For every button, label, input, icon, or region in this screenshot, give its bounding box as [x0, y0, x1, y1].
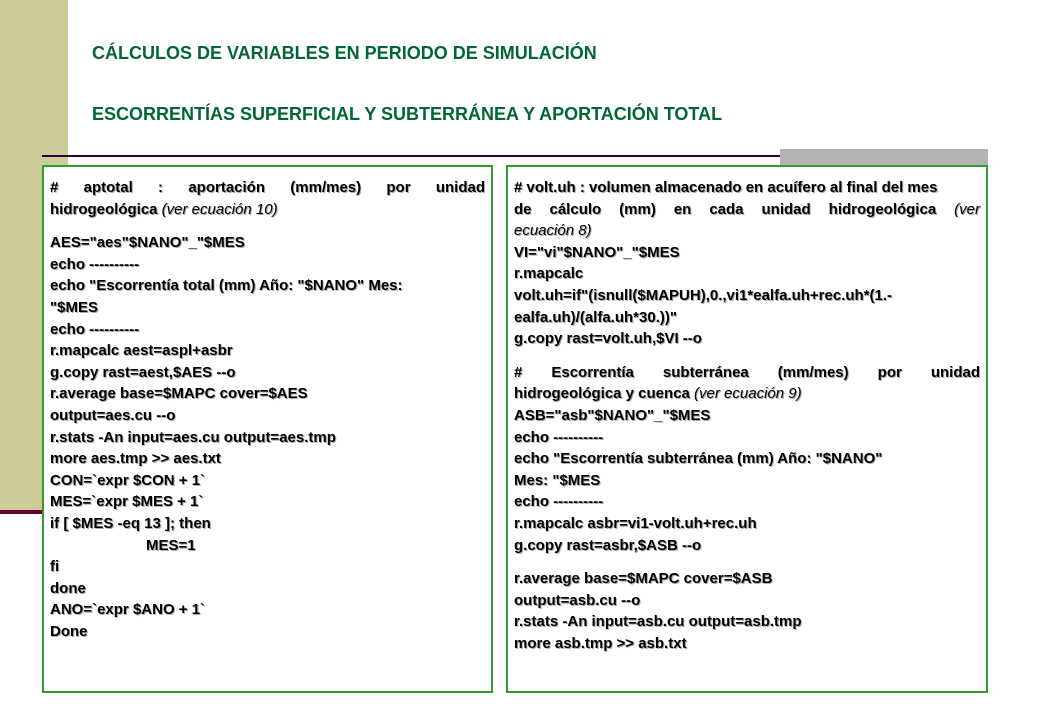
code-line: if [ $MES -eq 13 ]; then: [50, 514, 211, 532]
code-line: more aes.tmp >> aes.txt: [50, 450, 221, 468]
code-line: r.mapcalc aest=aspl+asbr: [50, 342, 233, 360]
code-line: r.average base=$MAPC cover=$AES: [50, 385, 308, 403]
comment-line: [514, 199, 980, 221]
code-line: echo ----------: [50, 320, 140, 338]
code-line: done: [50, 579, 86, 597]
code-line: CON=`expr $CON + 1`: [50, 471, 206, 489]
code-line: Mes: "$MES: [514, 471, 601, 489]
code-line: "$MES: [50, 298, 98, 316]
equation-ref: (ver ecuación 10): [157, 200, 278, 218]
equation-ref: (ver ecuación 9): [689, 385, 802, 403]
comment-text: hidrogeológica y cuenca: [514, 385, 690, 403]
code-line: r.stats -An input=asb.cu output=asb.tmp: [514, 613, 802, 631]
equation-ref: ecuación 8): [514, 222, 592, 240]
code-line: MES=`expr $MES + 1`: [50, 493, 204, 511]
code-line: g.copy rast=aest,$AES --o: [50, 363, 236, 381]
comment-line: [514, 383, 980, 405]
slide-title: CÁLCULOS DE VARIABLES EN PERIODO DE SIMULACIÓN: [92, 43, 597, 63]
code-line: output=aes.cu --o: [50, 406, 176, 424]
comment-line: # Escorrentía subterránea (mm/mes) por unidad: [514, 363, 980, 381]
code-line: echo ----------: [50, 255, 140, 273]
comment-text: hidrogeológica: [50, 200, 158, 218]
slide-subtitle: ESCORRENTÍAS SUPERFICIAL Y SUBTERRÁNEA Y APORTACIÓN TOTAL: [92, 104, 723, 124]
comment-line: # volt.uh : volumen almacenado en acuífero al final del mes: [514, 179, 938, 196]
code-line: echo "Escorrentía subterránea (mm) Año: "$NANO": [514, 450, 883, 468]
comment-line: [50, 199, 485, 221]
code-line: ealfa.uh)/(alfa.uh*30.))": [514, 308, 677, 326]
comment-text: de cálculo (mm) en cada unidad hidrogeológica: [514, 200, 937, 218]
code-line: ANO=`expr $ANO + 1`: [50, 601, 206, 619]
code-line: more asb.tmp >> asb.txt: [514, 634, 687, 652]
equation-ref: (ver: [936, 200, 980, 218]
code-line: r.mapcalc asbr=vi1-volt.uh+rec.uh: [514, 514, 757, 532]
code-line: g.copy rast=volt.uh,$VI --o: [514, 330, 702, 348]
code-line: echo "Escorrentía total (mm) Año: "$NANO" Mes:: [50, 277, 403, 295]
spacer: [50, 220, 485, 232]
comment-line: [514, 220, 980, 242]
code-line: AES="aes"$NANO"_"$MES: [50, 234, 245, 252]
code-line: g.copy rast=asbr,$ASB --o: [514, 536, 702, 554]
code-line: echo ----------: [514, 428, 604, 446]
code-line: echo ----------: [514, 493, 604, 511]
spacer: [514, 556, 980, 568]
code-line: VI="vi"$NANO"_"$MES: [514, 243, 680, 261]
code-line: Done: [50, 622, 88, 640]
spacer: [514, 350, 980, 362]
code-line: r.average base=$MAPC cover=$ASB: [514, 570, 773, 588]
code-line: r.stats -An input=aes.cu output=aes.tmp: [50, 428, 336, 446]
decor-gray-block: [780, 149, 988, 165]
left-code-panel: [42, 165, 493, 693]
comment-line: # aptotal : aportación (mm/mes) por unidad: [50, 179, 485, 196]
code-line: output=asb.cu --o: [514, 591, 641, 609]
code-line: fi: [50, 558, 60, 576]
code-line: ASB="asb"$NANO"_"$MES: [514, 406, 711, 424]
right-code-panel: [506, 165, 988, 693]
code-line: r.mapcalc: [514, 265, 584, 283]
code-line: MES=1: [146, 536, 196, 554]
code-line: volt.uh=if"(isnull($MAPUH),0.,vi1*ealfa.uh+rec.uh*(1.-: [514, 286, 893, 304]
